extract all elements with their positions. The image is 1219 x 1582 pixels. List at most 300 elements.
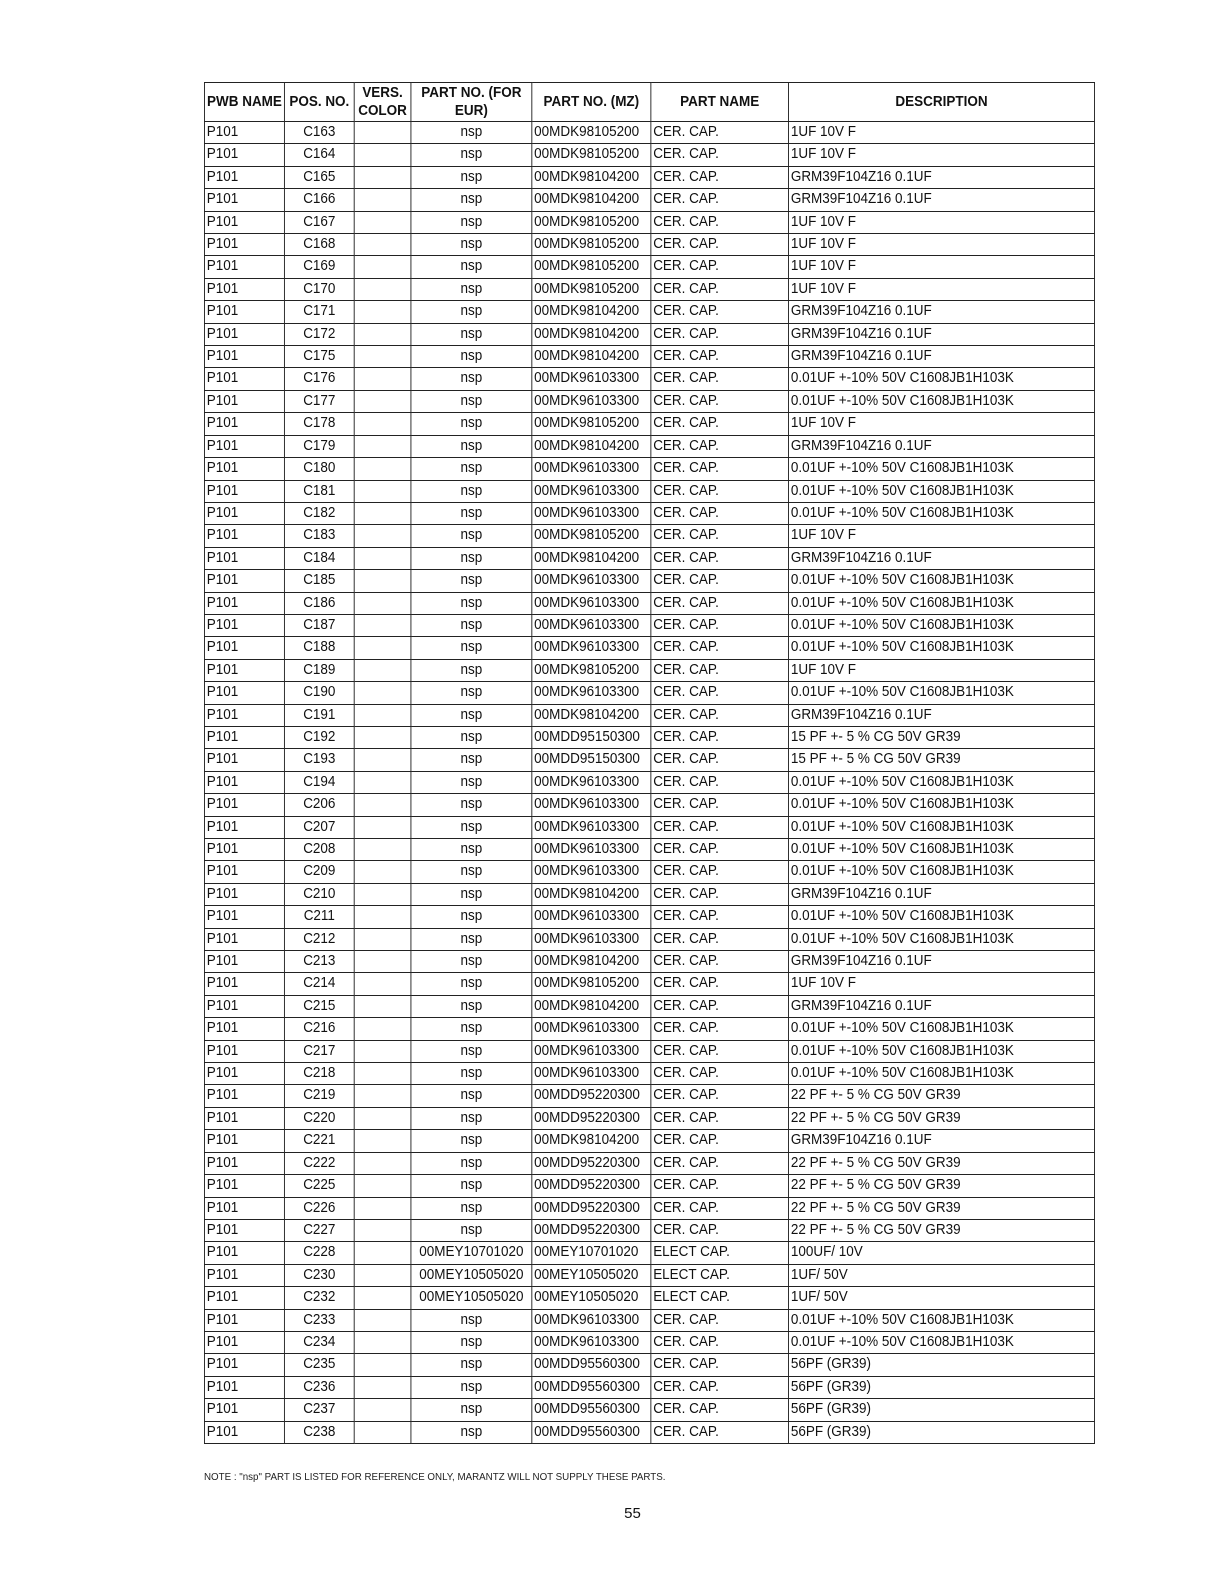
cell-pos-no: C232 [284, 1287, 354, 1309]
cell-part-name: CER. CAP. [651, 883, 789, 905]
cell-pwb-name: P101 [204, 1197, 284, 1219]
cell-description: GRM39F104Z16 0.1UF [789, 1130, 1095, 1152]
cell-part-name: CER. CAP. [651, 346, 789, 368]
table-row [204, 1331, 1094, 1353]
cell-part-no-eur: nsp [411, 413, 532, 435]
cell-pos-no: C190 [284, 682, 354, 704]
cell-part-no-mz: 00MDD95560300 [532, 1376, 651, 1398]
cell-part-name: CER. CAP. [651, 682, 789, 704]
cell-pos-no: C230 [284, 1264, 354, 1286]
cell-pwb-name: P101 [204, 906, 284, 928]
cell-description: 22 PF +- 5 % CG 50V GR39 [789, 1219, 1095, 1241]
cell-part-no-eur: nsp [411, 1152, 532, 1174]
cell-vers-color [354, 1421, 411, 1443]
cell-pos-no: C238 [284, 1421, 354, 1443]
cell-part-name: CER. CAP. [651, 614, 789, 636]
cell-vers-color [354, 480, 411, 502]
cell-pwb-name: P101 [204, 951, 284, 973]
cell-vers-color [354, 413, 411, 435]
table-row [204, 458, 1094, 480]
cell-pos-no: C193 [284, 749, 354, 771]
cell-part-no-mz: 00MDK96103300 [532, 637, 651, 659]
cell-pwb-name: P101 [204, 256, 284, 278]
cell-part-no-eur: nsp [411, 861, 532, 883]
cell-pwb-name: P101 [204, 1376, 284, 1398]
cell-part-no-mz: 00MDK98105200 [532, 211, 651, 233]
cell-part-no-mz: 00MDD95220300 [532, 1152, 651, 1174]
cell-part-no-mz: 00MDK98105200 [532, 525, 651, 547]
cell-vers-color [354, 1219, 411, 1241]
table-row [204, 502, 1094, 524]
cell-description: 1UF 10V F [789, 973, 1095, 995]
cell-description: 100UF/ 10V [789, 1242, 1095, 1264]
cell-vers-color [354, 749, 411, 771]
cell-description: 0.01UF +-10% 50V C1608JB1H103K [789, 861, 1095, 883]
cell-description: 22 PF +- 5 % CG 50V GR39 [789, 1175, 1095, 1197]
cell-pwb-name: P101 [204, 525, 284, 547]
cell-pwb-name: P101 [204, 973, 284, 995]
cell-pwb-name: P101 [204, 1085, 284, 1107]
cell-description: 1UF 10V F [789, 256, 1095, 278]
cell-part-no-mz: 00MEY10701020 [532, 1242, 651, 1264]
cell-part-name: CER. CAP. [651, 704, 789, 726]
cell-part-name: CER. CAP. [651, 301, 789, 323]
cell-description: 0.01UF +-10% 50V C1608JB1H103K [789, 368, 1095, 390]
table-row [204, 771, 1094, 793]
cell-vers-color [354, 1197, 411, 1219]
cell-description: 1UF/ 50V [789, 1287, 1095, 1309]
cell-pwb-name: P101 [204, 301, 284, 323]
cell-part-no-eur: nsp [411, 166, 532, 188]
cell-part-no-mz: 00MDK98104200 [532, 346, 651, 368]
cell-part-no-eur: nsp [411, 816, 532, 838]
cell-vers-color [354, 502, 411, 524]
cell-part-no-mz: 00MEY10505020 [532, 1287, 651, 1309]
table-row [204, 1107, 1094, 1129]
cell-part-no-mz: 00MDK96103300 [532, 480, 651, 502]
cell-part-no-mz: 00MDK96103300 [532, 390, 651, 412]
cell-pos-no: C217 [284, 1040, 354, 1062]
cell-part-name: CER. CAP. [651, 861, 789, 883]
table-row [204, 368, 1094, 390]
cell-part-no-mz: 00MDK98105200 [532, 144, 651, 166]
cell-part-name: CER. CAP. [651, 1107, 789, 1129]
cell-vers-color [354, 1264, 411, 1286]
cell-vers-color [354, 144, 411, 166]
cell-part-no-eur: nsp [411, 614, 532, 636]
cell-description: 0.01UF +-10% 50V C1608JB1H103K [789, 458, 1095, 480]
cell-description: 0.01UF +-10% 50V C1608JB1H103K [789, 771, 1095, 793]
cell-part-no-mz: 00MDK98104200 [532, 323, 651, 345]
cell-part-no-eur: nsp [411, 1018, 532, 1040]
cell-description: 0.01UF +-10% 50V C1608JB1H103K [789, 390, 1095, 412]
cell-part-name: CER. CAP. [651, 368, 789, 390]
cell-part-no-eur: nsp [411, 1197, 532, 1219]
cell-vers-color [354, 1376, 411, 1398]
cell-description: 0.01UF +-10% 50V C1608JB1H103K [789, 816, 1095, 838]
cell-description: 22 PF +- 5 % CG 50V GR39 [789, 1152, 1095, 1174]
cell-part-no-eur: nsp [411, 390, 532, 412]
cell-vers-color [354, 1107, 411, 1129]
cell-pos-no: C213 [284, 951, 354, 973]
cell-description: 56PF (GR39) [789, 1421, 1095, 1443]
cell-vers-color [354, 1130, 411, 1152]
cell-part-no-mz: 00MDK96103300 [532, 839, 651, 861]
cell-description: GRM39F104Z16 0.1UF [789, 951, 1095, 973]
cell-pwb-name: P101 [204, 637, 284, 659]
cell-part-name: ELECT CAP. [651, 1264, 789, 1286]
cell-description: GRM39F104Z16 0.1UF [789, 166, 1095, 188]
cell-pwb-name: P101 [204, 458, 284, 480]
cell-description: 0.01UF +-10% 50V C1608JB1H103K [789, 839, 1095, 861]
cell-pos-no: C194 [284, 771, 354, 793]
table-row [204, 1152, 1094, 1174]
cell-pos-no: C192 [284, 726, 354, 748]
cell-vers-color [354, 435, 411, 457]
cell-pwb-name: P101 [204, 1063, 284, 1085]
cell-part-name: CER. CAP. [651, 1175, 789, 1197]
cell-part-no-eur: nsp [411, 234, 532, 256]
cell-description: 0.01UF +-10% 50V C1608JB1H103K [789, 480, 1095, 502]
cell-part-name: CER. CAP. [651, 973, 789, 995]
cell-part-no-mz: 00MDK98104200 [532, 189, 651, 211]
cell-pos-no: C225 [284, 1175, 354, 1197]
table-row [204, 839, 1094, 861]
cell-pwb-name: P101 [204, 1399, 284, 1421]
table-row [204, 659, 1094, 681]
cell-part-no-eur: nsp [411, 659, 532, 681]
cell-part-name: CER. CAP. [651, 1421, 789, 1443]
table-row [204, 1309, 1094, 1331]
cell-pos-no: C177 [284, 390, 354, 412]
cell-part-name: CER. CAP. [651, 637, 789, 659]
cell-description: 0.01UF +-10% 50V C1608JB1H103K [789, 1018, 1095, 1040]
table-row [204, 1085, 1094, 1107]
table-row [204, 1242, 1094, 1264]
table-row [204, 1063, 1094, 1085]
cell-description: 0.01UF +-10% 50V C1608JB1H103K [789, 637, 1095, 659]
table-row [204, 1376, 1094, 1398]
cell-part-no-eur: nsp [411, 951, 532, 973]
cell-part-no-eur: nsp [411, 301, 532, 323]
cell-part-name: CER. CAP. [651, 1130, 789, 1152]
cell-description: 1UF 10V F [789, 211, 1095, 233]
table-row [204, 1130, 1094, 1152]
cell-part-no-eur: nsp [411, 502, 532, 524]
table-row [204, 144, 1094, 166]
cell-part-name: CER. CAP. [651, 256, 789, 278]
cell-pos-no: C209 [284, 861, 354, 883]
cell-description: 1UF 10V F [789, 234, 1095, 256]
cell-pos-no: C169 [284, 256, 354, 278]
cell-part-no-mz: 00MDK96103300 [532, 458, 651, 480]
cell-part-name: CER. CAP. [651, 547, 789, 569]
cell-part-no-mz: 00MDD95220300 [532, 1219, 651, 1241]
cell-pwb-name: P101 [204, 166, 284, 188]
cell-description: 0.01UF +-10% 50V C1608JB1H103K [789, 1309, 1095, 1331]
cell-pos-no: C176 [284, 368, 354, 390]
cell-description: 0.01UF +-10% 50V C1608JB1H103K [789, 682, 1095, 704]
cell-part-no-eur: nsp [411, 1399, 532, 1421]
cell-part-name: CER. CAP. [651, 1309, 789, 1331]
cell-part-no-mz: 00MDK96103300 [532, 1331, 651, 1353]
cell-part-no-mz: 00MDK96103300 [532, 368, 651, 390]
cell-part-no-mz: 00MDK98105200 [532, 278, 651, 300]
table-row [204, 413, 1094, 435]
cell-part-no-eur: 00MEY10505020 [411, 1287, 532, 1309]
table-row [204, 973, 1094, 995]
header-part-no-mz: PART NO. (MZ) [532, 83, 651, 122]
cell-description: 0.01UF +-10% 50V C1608JB1H103K [789, 1331, 1095, 1353]
cell-description: GRM39F104Z16 0.1UF [789, 995, 1095, 1017]
cell-part-name: CER. CAP. [651, 1197, 789, 1219]
cell-part-no-eur: nsp [411, 1130, 532, 1152]
cell-pos-no: C234 [284, 1331, 354, 1353]
cell-part-no-eur: nsp [411, 749, 532, 771]
cell-pos-no: C215 [284, 995, 354, 1017]
cell-pwb-name: P101 [204, 704, 284, 726]
cell-pwb-name: P101 [204, 234, 284, 256]
cell-pos-no: C228 [284, 1242, 354, 1264]
cell-pos-no: C189 [284, 659, 354, 681]
cell-part-no-eur: nsp [411, 1421, 532, 1443]
cell-description: 22 PF +- 5 % CG 50V GR39 [789, 1107, 1095, 1129]
cell-part-no-eur: nsp [411, 906, 532, 928]
cell-pos-no: C187 [284, 614, 354, 636]
cell-part-no-eur: nsp [411, 928, 532, 950]
cell-pos-no: C191 [284, 704, 354, 726]
cell-pwb-name: P101 [204, 122, 284, 144]
cell-description: 1UF 10V F [789, 525, 1095, 547]
cell-description: GRM39F104Z16 0.1UF [789, 883, 1095, 905]
header-pos-no: POS. NO. [284, 83, 354, 122]
cell-pwb-name: P101 [204, 771, 284, 793]
table-row [204, 570, 1094, 592]
cell-pwb-name: P101 [204, 390, 284, 412]
cell-pwb-name: P101 [204, 1175, 284, 1197]
cell-part-no-mz: 00MDK98104200 [532, 995, 651, 1017]
cell-pos-no: C171 [284, 301, 354, 323]
cell-pos-no: C233 [284, 1309, 354, 1331]
cell-pwb-name: P101 [204, 144, 284, 166]
cell-pos-no: C221 [284, 1130, 354, 1152]
cell-part-no-eur: nsp [411, 995, 532, 1017]
cell-pos-no: C211 [284, 906, 354, 928]
cell-part-no-eur: nsp [411, 189, 532, 211]
cell-part-no-mz: 00MDK96103300 [532, 816, 651, 838]
cell-part-name: ELECT CAP. [651, 1242, 789, 1264]
cell-part-no-mz: 00MDK98104200 [532, 1130, 651, 1152]
cell-pwb-name: P101 [204, 1331, 284, 1353]
cell-pos-no: C226 [284, 1197, 354, 1219]
cell-pos-no: C165 [284, 166, 354, 188]
cell-pwb-name: P101 [204, 1421, 284, 1443]
cell-pos-no: C183 [284, 525, 354, 547]
cell-pwb-name: P101 [204, 1287, 284, 1309]
cell-part-name: CER. CAP. [651, 458, 789, 480]
cell-vers-color [354, 1175, 411, 1197]
cell-vers-color [354, 458, 411, 480]
cell-pos-no: C222 [284, 1152, 354, 1174]
cell-pos-no: C206 [284, 794, 354, 816]
cell-pwb-name: P101 [204, 928, 284, 950]
cell-part-name: CER. CAP. [651, 1376, 789, 1398]
cell-pwb-name: P101 [204, 794, 284, 816]
cell-part-name: CER. CAP. [651, 234, 789, 256]
cell-pwb-name: P101 [204, 480, 284, 502]
cell-part-no-eur: nsp [411, 839, 532, 861]
table-row [204, 278, 1094, 300]
reference-note: NOTE : "nsp" PART IS LISTED FOR REFERENCE ONLY, MARANTZ WILL NOT SUPPLY THESE PARTS. [204, 1471, 666, 1483]
cell-part-name: CER. CAP. [651, 1018, 789, 1040]
cell-part-no-eur: nsp [411, 1309, 532, 1331]
cell-part-no-eur: nsp [411, 525, 532, 547]
cell-description: 15 PF +- 5 % CG 50V GR39 [789, 749, 1095, 771]
cell-part-no-mz: 00MDK98104200 [532, 166, 651, 188]
cell-part-no-mz: 00MDK96103300 [532, 570, 651, 592]
cell-pos-no: C167 [284, 211, 354, 233]
cell-pos-no: C182 [284, 502, 354, 524]
cell-part-name: CER. CAP. [651, 794, 789, 816]
cell-part-name: CER. CAP. [651, 413, 789, 435]
cell-description: 22 PF +- 5 % CG 50V GR39 [789, 1085, 1095, 1107]
cell-part-no-mz: 00MDD95220300 [532, 1175, 651, 1197]
cell-part-no-mz: 00MDD95560300 [532, 1399, 651, 1421]
cell-part-no-mz: 00MDD95150300 [532, 749, 651, 771]
table-row [204, 861, 1094, 883]
cell-description: 1UF 10V F [789, 413, 1095, 435]
cell-pwb-name: P101 [204, 659, 284, 681]
table-row [204, 346, 1094, 368]
table-row [204, 816, 1094, 838]
table-row [204, 682, 1094, 704]
cell-vers-color [354, 368, 411, 390]
cell-vers-color [354, 256, 411, 278]
cell-pos-no: C179 [284, 435, 354, 457]
cell-part-no-mz: 00MDD95560300 [532, 1421, 651, 1443]
cell-vers-color [354, 861, 411, 883]
cell-description: GRM39F104Z16 0.1UF [789, 547, 1095, 569]
cell-pwb-name: P101 [204, 346, 284, 368]
cell-pos-no: C181 [284, 480, 354, 502]
cell-vers-color [354, 1287, 411, 1309]
cell-part-name: CER. CAP. [651, 726, 789, 748]
cell-vers-color [354, 906, 411, 928]
cell-vers-color [354, 839, 411, 861]
cell-pwb-name: P101 [204, 1264, 284, 1286]
cell-description: GRM39F104Z16 0.1UF [789, 301, 1095, 323]
cell-vers-color [354, 570, 411, 592]
cell-vers-color [354, 973, 411, 995]
cell-description: 1UF 10V F [789, 144, 1095, 166]
cell-vers-color [354, 928, 411, 950]
table-row [204, 726, 1094, 748]
table-row [204, 211, 1094, 233]
cell-pwb-name: P101 [204, 502, 284, 524]
cell-pwb-name: P101 [204, 323, 284, 345]
cell-pwb-name: P101 [204, 413, 284, 435]
cell-part-no-eur: nsp [411, 1040, 532, 1062]
cell-part-no-eur: nsp [411, 1107, 532, 1129]
cell-part-no-mz: 00MEY10505020 [532, 1264, 651, 1286]
cell-part-no-mz: 00MDK96103300 [532, 1063, 651, 1085]
cell-description: 1UF 10V F [789, 659, 1095, 681]
cell-part-no-eur: nsp [411, 211, 532, 233]
cell-description: 1UF 10V F [789, 278, 1095, 300]
cell-pos-no: C188 [284, 637, 354, 659]
cell-pwb-name: P101 [204, 368, 284, 390]
cell-vers-color [354, 525, 411, 547]
cell-pos-no: C235 [284, 1354, 354, 1376]
cell-part-name: CER. CAP. [651, 1399, 789, 1421]
cell-part-no-mz: 00MDK96103300 [532, 794, 651, 816]
cell-pwb-name: P101 [204, 726, 284, 748]
cell-part-no-eur: nsp [411, 1175, 532, 1197]
cell-pos-no: C185 [284, 570, 354, 592]
cell-pwb-name: P101 [204, 547, 284, 569]
cell-description: GRM39F104Z16 0.1UF [789, 435, 1095, 457]
cell-vers-color [354, 323, 411, 345]
cell-pwb-name: P101 [204, 995, 284, 1017]
cell-vers-color [354, 1018, 411, 1040]
table-row [204, 189, 1094, 211]
cell-vers-color [354, 951, 411, 973]
cell-pwb-name: P101 [204, 1107, 284, 1129]
cell-description: 0.01UF +-10% 50V C1608JB1H103K [789, 592, 1095, 614]
table-row [204, 951, 1094, 973]
header-part-no-eur: PART NO. (FOR EUR) [411, 83, 532, 122]
cell-vers-color [354, 659, 411, 681]
cell-pos-no: C220 [284, 1107, 354, 1129]
table-row [204, 480, 1094, 502]
cell-vers-color [354, 390, 411, 412]
cell-vers-color [354, 592, 411, 614]
cell-pwb-name: P101 [204, 682, 284, 704]
cell-pos-no: C212 [284, 928, 354, 950]
cell-pwb-name: P101 [204, 1152, 284, 1174]
cell-description: 0.01UF +-10% 50V C1608JB1H103K [789, 794, 1095, 816]
table-row [204, 704, 1094, 726]
cell-pwb-name: P101 [204, 1040, 284, 1062]
cell-description: 0.01UF +-10% 50V C1608JB1H103K [789, 1063, 1095, 1085]
cell-vers-color [354, 614, 411, 636]
cell-pwb-name: P101 [204, 614, 284, 636]
cell-part-no-eur: 00MEY10505020 [411, 1264, 532, 1286]
header-pwb-name: PWB NAME [204, 83, 284, 122]
cell-part-no-mz: 00MDK96103300 [532, 1018, 651, 1040]
cell-part-no-eur: nsp [411, 883, 532, 905]
cell-pos-no: C210 [284, 883, 354, 905]
cell-description: GRM39F104Z16 0.1UF [789, 323, 1095, 345]
cell-pos-no: C186 [284, 592, 354, 614]
cell-vers-color [354, 1063, 411, 1085]
cell-pwb-name: P101 [204, 435, 284, 457]
cell-part-name: CER. CAP. [651, 659, 789, 681]
cell-part-no-mz: 00MDK98105200 [532, 973, 651, 995]
cell-part-name: CER. CAP. [651, 435, 789, 457]
cell-part-no-eur: nsp [411, 1376, 532, 1398]
cell-part-no-eur: nsp [411, 704, 532, 726]
cell-part-no-mz: 00MDK98105200 [532, 659, 651, 681]
parts-list-table [204, 82, 1095, 1444]
cell-part-no-eur: nsp [411, 771, 532, 793]
cell-pos-no: C236 [284, 1376, 354, 1398]
cell-pwb-name: P101 [204, 749, 284, 771]
cell-description: GRM39F104Z16 0.1UF [789, 346, 1095, 368]
cell-vers-color [354, 1242, 411, 1264]
cell-description: 0.01UF +-10% 50V C1608JB1H103K [789, 570, 1095, 592]
cell-vers-color [354, 1040, 411, 1062]
